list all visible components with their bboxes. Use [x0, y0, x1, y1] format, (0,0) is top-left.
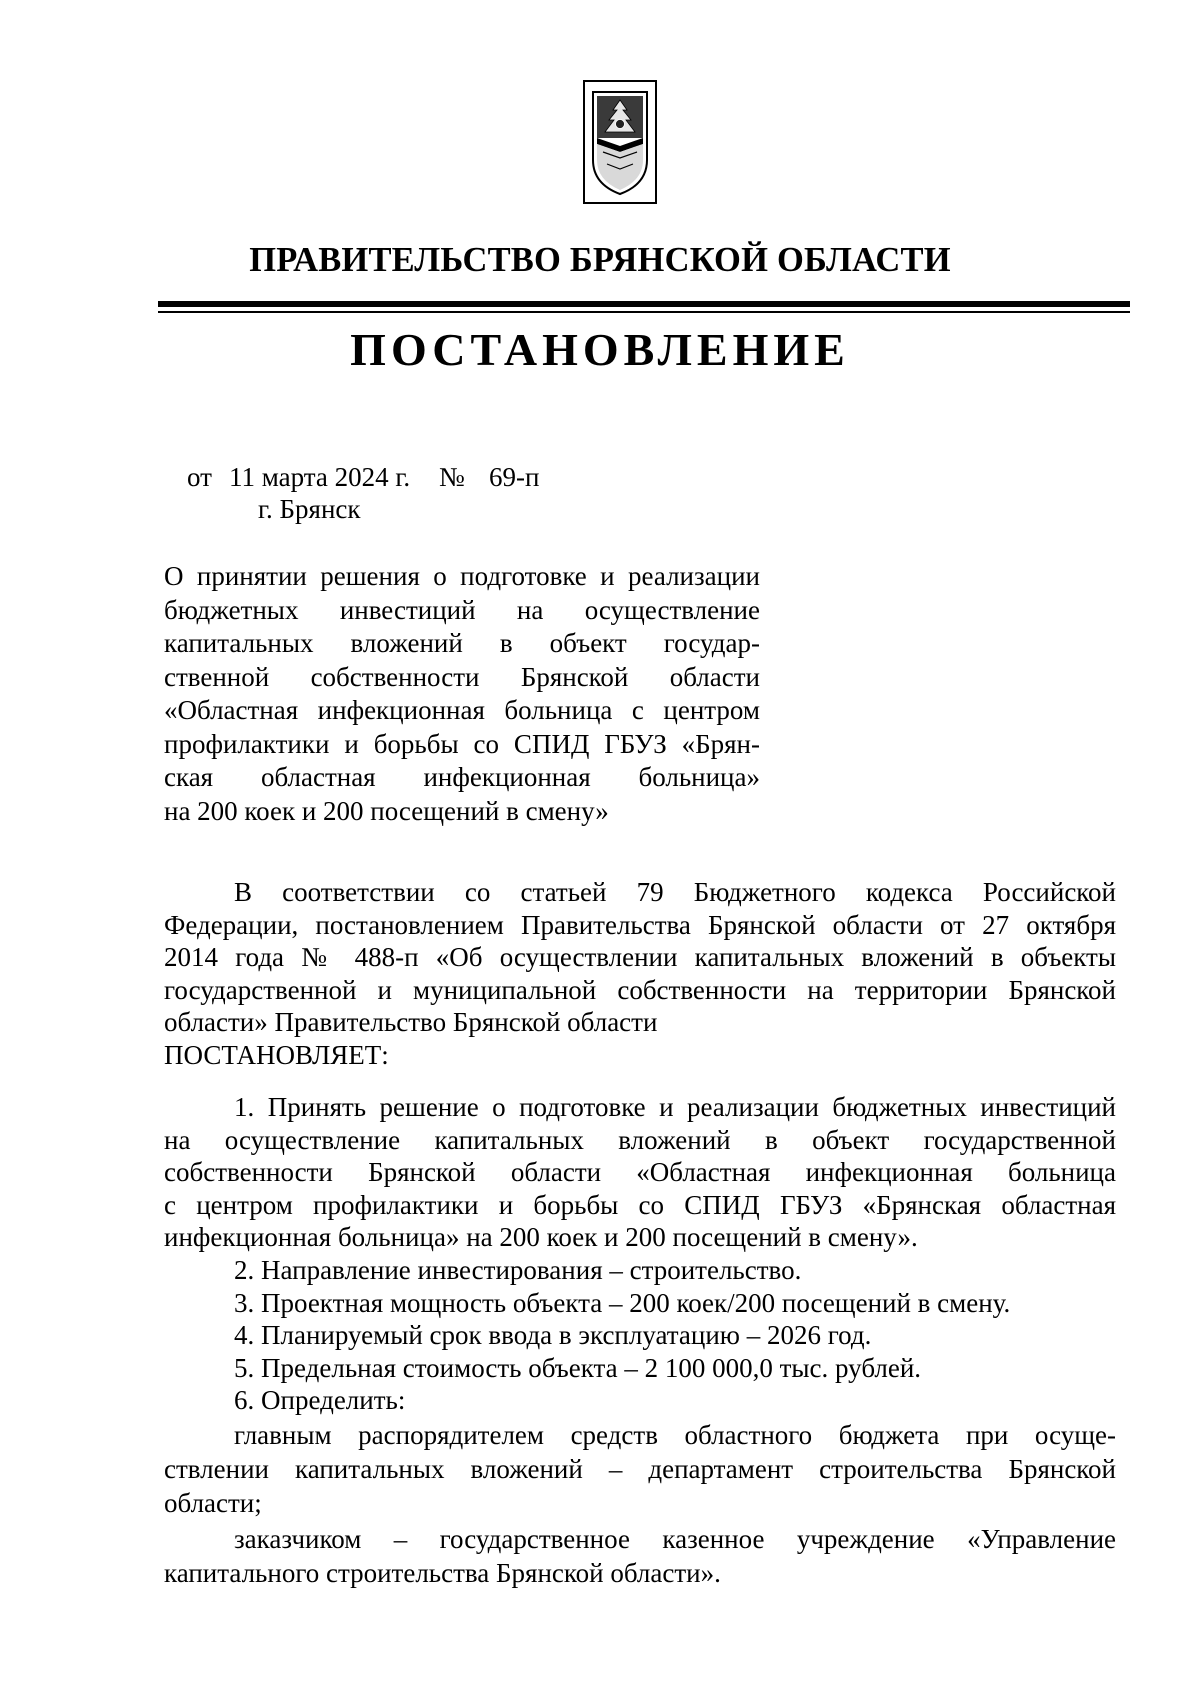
document-subject: [164, 560, 760, 828]
preamble-line: государственной и муниципальной собственности на территории Брянской: [164, 974, 1116, 1005]
preamble-paragraph: [164, 876, 1116, 1071]
document-date: 11 марта 2024 г.: [229, 462, 411, 492]
number-sign: №: [439, 462, 465, 492]
preamble-line: 2014 года № 488-п «Об осуществлении капитальных вложений в объекты: [164, 942, 1116, 972]
coat-of-arms-emblem: [583, 80, 657, 204]
subject-line: на 200 коек и 200 посещений в смену»: [164, 795, 609, 826]
subject-line: профилактики и борьбы со СПИД ГБУЗ «Брян-: [164, 728, 760, 759]
document-number: 69-п: [489, 462, 540, 492]
item1-line: на осуществление капитальных вложений в объект государственной: [164, 1124, 1116, 1155]
item3: 3. Проектная мощность объекта – 200 коек/200 посещений в смену.: [234, 1287, 1011, 1318]
date-prefix: от: [187, 462, 212, 492]
document-city: г. Брянск: [258, 494, 361, 524]
item2: 2. Направление инвестирования – строительство.: [234, 1254, 802, 1285]
document-type-title: ПОСТАНОВЛЕНИЕ: [350, 324, 850, 375]
item6-main-line: области;: [164, 1488, 262, 1518]
item6-customer-line: заказчиком – государственное казенное учреждение «Управление: [234, 1524, 1116, 1554]
item1-line: инфекционная больница» на 200 коек и 200 посещений в смену».: [164, 1222, 918, 1253]
item5: 5. Предельная стоимость объекта – 2 100 000,0 тыс. рублей.: [234, 1352, 922, 1383]
preamble-line: области» Правительство Брянской области: [164, 1007, 658, 1037]
item6-main-line: ствлении капитальных вложений – департамент строительства Брянской: [164, 1454, 1116, 1484]
item1-line: 1. Принять решение о подготовке и реализации бюджетных инвестиций: [234, 1092, 1116, 1122]
item6: 6. Определить:: [234, 1385, 406, 1416]
header-rule-thin: [158, 311, 1130, 313]
subject-line: «Областная инфекционная больница с центром: [164, 695, 760, 725]
preamble-line: Федерации, постановлением Правительства Брянской области от 27 октября: [164, 909, 1116, 940]
item4: 4. Планируемый срок ввода в эксплуатацию – 2026 год.: [234, 1320, 872, 1351]
subject-line: О принятии решения о подготовке и реализации: [164, 561, 760, 591]
subject-line: ская областная инфекционная больница»: [164, 762, 760, 792]
header-rule-thick: [158, 301, 1130, 307]
decree-word: ПОСТАНОВЛЯЕТ:: [164, 1039, 389, 1070]
item6-details: [164, 1418, 1116, 1590]
preamble-line: В соответствии со статьей 79 Бюджетного кодекса Российской: [234, 877, 1116, 907]
decree-items: [164, 1091, 1116, 1417]
item1-line: с центром профилактики и борьбы со СПИД ГБУЗ «Брянская областная: [164, 1189, 1116, 1220]
item1-line: собственности Брянской области «Областная инфекционная больница: [164, 1157, 1116, 1188]
subject-line: ственной собственности Брянской области: [164, 661, 760, 692]
subject-line: капитальных вложений в объект государ-: [164, 628, 760, 658]
item6-customer-line: капитального строительства Брянской области».: [164, 1558, 721, 1588]
subject-line: бюджетных инвестиций на осуществление: [164, 594, 760, 625]
government-title: ПРАВИТЕЛЬСТВО БРЯНСКОЙ ОБЛАСТИ: [249, 241, 951, 279]
item6-main-line: главным распорядителем средств областного бюджета при осуще-: [234, 1420, 1116, 1450]
